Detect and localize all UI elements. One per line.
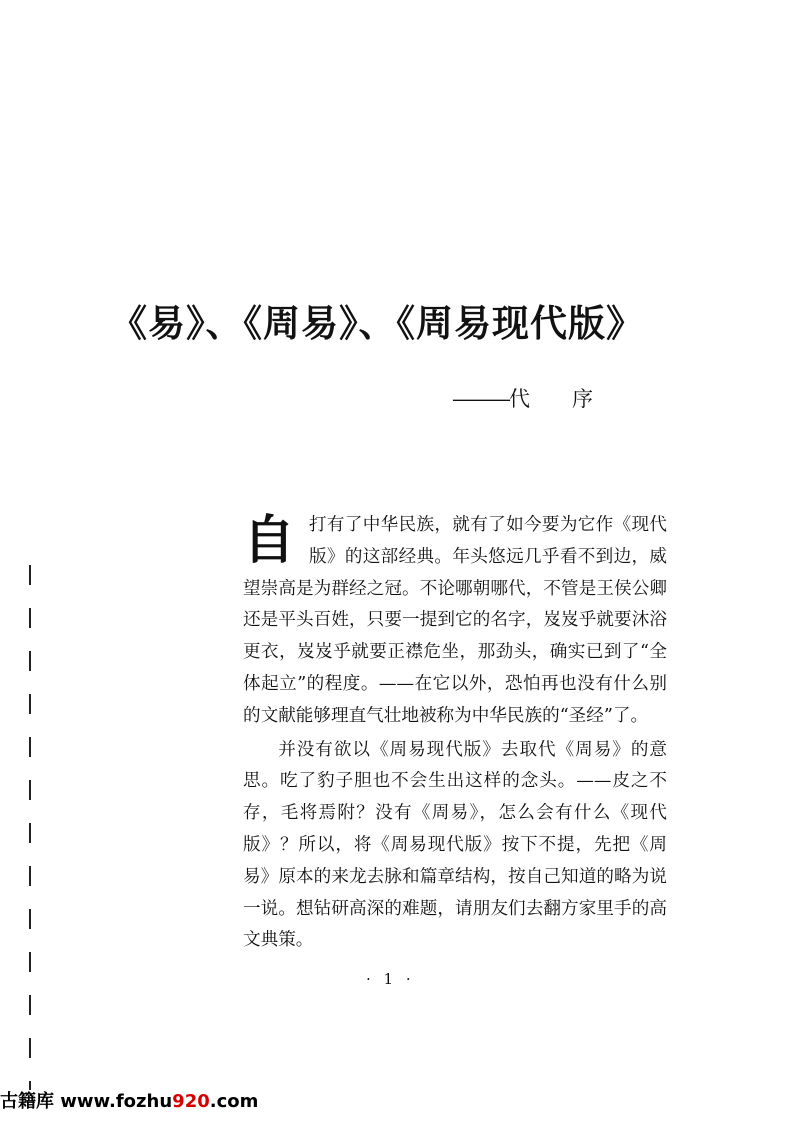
drop-cap: 自 [243, 510, 296, 571]
watermark-site-name: 古籍库 [0, 1091, 54, 1112]
subtitle-word-1: 代 [509, 387, 530, 411]
subtitle-dash: ——— [452, 387, 509, 411]
chapter-subtitle [452, 383, 593, 413]
watermark-url-prefix: www.fozhu [60, 1091, 173, 1112]
paragraph-1: 打有了中华民族，就有了如今要为它作《现代版》的这部经典。年头悠远几乎看不到边，威望崇高是为群经之冠。不论哪朝哪代，不管是王侯公卿还是平头百姓，只要一提到它的名字，岌岌乎就要沐浴更衣，岌岌乎就要正襟危坐，那劲头，确实已到了“全体起立”的程度。——在它以外，恐怕再也没有什么别的文献能够理直气壮地被称为中华民族的“圣经”了。 [243, 515, 667, 726]
binding-margin-line [29, 565, 31, 1090]
subtitle-word-2: 序 [572, 387, 593, 411]
body-text [243, 510, 667, 957]
paragraph-2: 并没有欲以《周易现代版》去取代《周易》的意思。吃了豹子胆也不会生出这样的念头。——皮之不存，毛将焉附？没有《周易》，怎么会有什么《现代版》？所以，将《周易现代版》按下不提，先把《周易》原本的来龙去脉和篇章结构，按自己知道的略为说一说。想钻研高深的难题，请朋友们去翻方家里手的高文典策。 [243, 739, 667, 951]
chapter-title: 《易》、《周易》、《周易现代版》 [110, 301, 644, 345]
site-watermark [0, 1087, 258, 1113]
watermark-url-suffix: .com [209, 1091, 259, 1112]
watermark-url-number: 920 [172, 1091, 210, 1112]
page-number: · 1 · [366, 970, 415, 988]
